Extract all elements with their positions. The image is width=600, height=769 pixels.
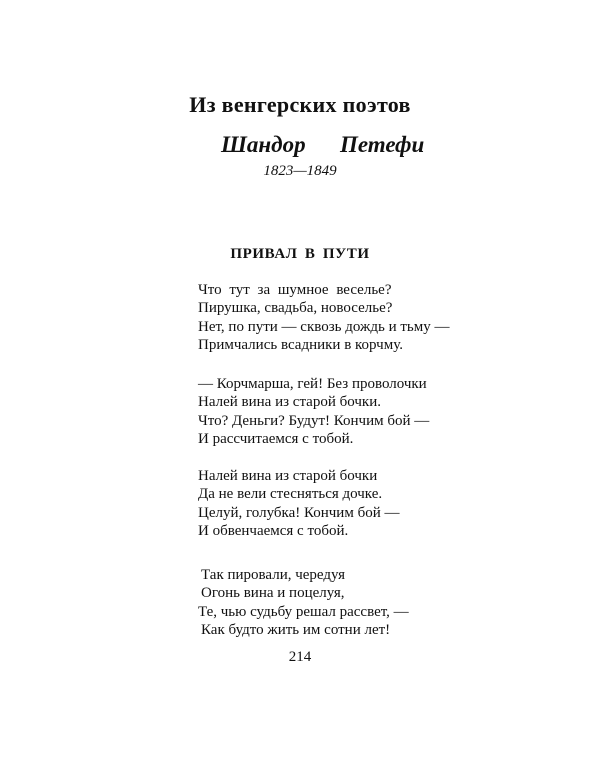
poem-line: Пирушка, свадьба, новоселье? [198, 300, 393, 317]
author-last-name: Петефи [340, 132, 425, 157]
poem-line: Огонь вина и поцелуя, [201, 585, 345, 602]
poem-title: ПРИВАЛ В ПУТИ [230, 246, 370, 262]
poem-line: И обвенчаемся с тобой. [198, 522, 349, 539]
poem-line: Что тут за шумное веселье? [198, 282, 392, 298]
poem-line: Нет, по пути — сквозь дождь и тьму — [198, 318, 450, 335]
stanza [198, 281, 450, 354]
author-first-name: Шандор [221, 132, 306, 157]
poem-line: — Корчмарша, гей! Без проволочки [198, 376, 427, 392]
stanza [198, 375, 429, 448]
poem-line: Да не вели стесняться дочке. [198, 486, 383, 503]
section-title: Из венгерских поэтов [189, 92, 411, 117]
stanza [198, 467, 399, 540]
stanza [198, 566, 409, 639]
poem-line: И рассчитаемся с тобой. [198, 430, 354, 447]
poem-line: Налей вина из старой бочки [198, 468, 378, 484]
page-number: 214 [288, 649, 312, 665]
poem-line: Как будто жить им сотни лет! [201, 621, 391, 638]
poem-line: Те, чью судьбу решал рассвет, — [198, 603, 409, 620]
author-life-dates: 1823—1849 [263, 163, 337, 179]
poem-line: Примчались всадники в корчму. [198, 336, 403, 353]
poem-line: Налей вина из старой бочки. [198, 394, 381, 411]
poem-line: Что? Деньги? Будут! Кончим бой — [198, 412, 430, 429]
poem-line: Так пировали, чередуя [201, 567, 346, 583]
poem-line: Целуй, голубка! Кончим бой — [198, 504, 400, 521]
